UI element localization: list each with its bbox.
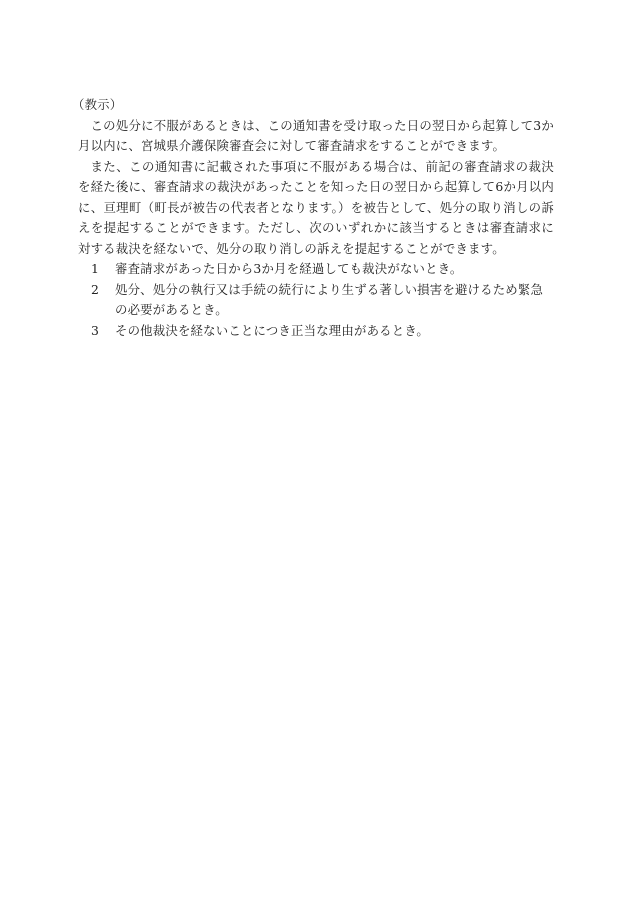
list-item-text: その他裁決を経ないことにつき正当な理由があるとき。 xyxy=(115,322,430,338)
list-item xyxy=(78,259,554,280)
list-item xyxy=(78,280,554,321)
notice-heading: （教示） xyxy=(72,97,123,112)
list-item-number: 3 xyxy=(91,322,100,338)
exception-list xyxy=(78,259,554,341)
notice-paragraph-lawsuit: また、この通知書に記載された事項に不服がある場合は、前記の審査請求の裁決を経た後に、審査請求の裁決があったことを知った日の翌日から起算して6か月以内に、亘理町（町長が被告の代表者となります。）を被告として、処分の取り消しの訴えを提起することができます。ただし、次のいずれかに該当するときは審査請求に対する裁決を経ないで、処分の取り消しの訴えを提起することができます。 xyxy=(78,158,554,256)
list-item-number: 1 xyxy=(91,261,100,276)
list-item xyxy=(78,321,554,342)
notice-paragraph-appeal: この処分に不服があるときは、この通知書を受け取った日の翌日から起算して3か月以内に、宮城県介護保険審査会に対して審査請求をすることができます。 xyxy=(78,117,554,153)
list-item-text: 処分、処分の執行又は手続の続行により生ずる著しい損害を避けるため緊急の必要があるとき。 xyxy=(115,281,544,317)
list-item-text: 審査請求があった日から3か月を経過しても裁決がないとき。 xyxy=(115,261,463,276)
notice-section xyxy=(72,95,554,341)
list-item-number: 2 xyxy=(91,281,100,297)
